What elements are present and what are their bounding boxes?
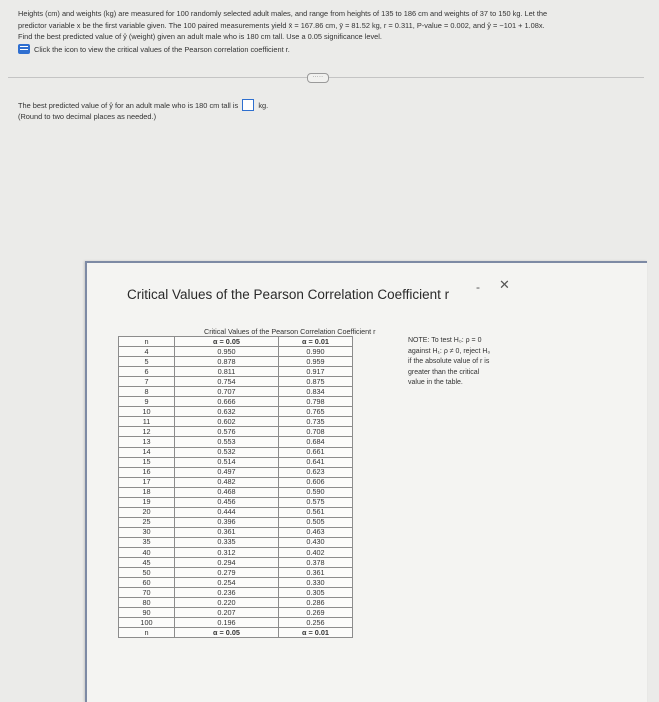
cell-a05: 0.754 (175, 377, 279, 387)
cell-n: 30 (119, 527, 175, 537)
cell-a05: 0.220 (175, 598, 279, 608)
cell-a05: 0.312 (175, 547, 279, 557)
cell-a01: 0.575 (279, 497, 353, 507)
table-row (119, 517, 353, 527)
table-row (119, 447, 353, 457)
cell-a05: 0.482 (175, 477, 279, 487)
cell-n: 50 (119, 568, 175, 578)
table-row (119, 527, 353, 537)
table-row (119, 547, 353, 557)
cell-a05: 0.666 (175, 397, 279, 407)
cell-a01: 0.959 (279, 357, 353, 367)
cell-a05: 0.497 (175, 467, 279, 477)
table-row (119, 397, 353, 407)
cell-a01: 0.361 (279, 568, 353, 578)
cell-a01: 0.561 (279, 507, 353, 517)
table-row (119, 367, 353, 377)
cell-a05: 0.396 (175, 517, 279, 527)
cell-a01: 0.402 (279, 547, 353, 557)
table-row (119, 427, 353, 437)
cell-a05: 0.456 (175, 497, 279, 507)
cell-a05: 0.196 (175, 618, 279, 628)
cell-a01: 0.641 (279, 457, 353, 467)
cell-a01: 0.661 (279, 447, 353, 457)
table-row (119, 477, 353, 487)
close-button[interactable]: ✕ (499, 277, 510, 292)
cell-a01: 0.430 (279, 537, 353, 547)
cell-n: 6 (119, 367, 175, 377)
minimize-button[interactable]: - (476, 280, 480, 294)
cell-a05: 0.878 (175, 357, 279, 367)
cell-a05: 0.279 (175, 568, 279, 578)
cell-a05: 0.361 (175, 527, 279, 537)
cell-a05: 0.811 (175, 367, 279, 377)
header-alpha-005: α = 0.05 (175, 337, 279, 347)
footer-n: n (119, 628, 175, 638)
cell-a05: 0.553 (175, 437, 279, 447)
footer-alpha-005: α = 0.05 (175, 628, 279, 638)
cell-n: 20 (119, 507, 175, 517)
cell-n: 5 (119, 357, 175, 367)
footer-alpha-001: α = 0.01 (279, 628, 353, 638)
critical-values-link[interactable] (18, 44, 648, 56)
table-row (119, 407, 353, 417)
table-row (119, 487, 353, 497)
table-row (119, 467, 353, 477)
cell-a01: 0.684 (279, 437, 353, 447)
table-header-row (119, 337, 353, 347)
cell-a05: 0.207 (175, 608, 279, 618)
table-row (119, 588, 353, 598)
cell-a01: 0.590 (279, 487, 353, 497)
cell-n: 60 (119, 578, 175, 588)
problem-line-2: predictor variable x be the first variable given. The 100 paired measurements yield x̄ = 167.86 cm, ȳ = 81.52 kg, r = 0.311, P-value = 0.002, and ŷ = −101 + 1.08x. (18, 20, 545, 30)
table-row (119, 568, 353, 578)
cell-n: 19 (119, 497, 175, 507)
table-footer-row (119, 628, 353, 638)
table-row (119, 598, 353, 608)
table-row (119, 377, 353, 387)
cell-a05: 0.632 (175, 407, 279, 417)
cell-n: 100 (119, 618, 175, 628)
cell-a05: 0.707 (175, 387, 279, 397)
cell-n: 10 (119, 407, 175, 417)
cell-n: 8 (119, 387, 175, 397)
cell-a01: 0.286 (279, 598, 353, 608)
cell-a01: 0.875 (279, 377, 353, 387)
cell-n: 16 (119, 467, 175, 477)
question-prompt: The best predicted value of ŷ for an adult male who is 180 cm tall is (18, 101, 239, 110)
cell-a01: 0.708 (279, 427, 353, 437)
cell-n: 13 (119, 437, 175, 447)
dialog-title: Critical Values of the Pearson Correlation Coefficient r (127, 287, 450, 302)
cell-n: 4 (119, 347, 175, 357)
cell-n: 25 (119, 517, 175, 527)
cell-n: 45 (119, 558, 175, 568)
cell-a01: 0.735 (279, 417, 353, 427)
table-row (119, 457, 353, 467)
cell-n: 9 (119, 397, 175, 407)
table-caption: Critical Values of the Pearson Correlation Coefficient r (204, 327, 376, 336)
cell-a01: 0.256 (279, 618, 353, 628)
problem-line-3: Find the best predicted value of ŷ (weight) given an adult male who is 180 cm tall. Use a 0.05 significance level. (18, 32, 382, 41)
cell-a05: 0.444 (175, 507, 279, 517)
cell-n: 18 (119, 487, 175, 497)
cell-n: 12 (119, 427, 175, 437)
cell-a05: 0.254 (175, 578, 279, 588)
cell-a01: 0.606 (279, 477, 353, 487)
question (18, 99, 268, 122)
cell-a01: 0.623 (279, 467, 353, 477)
cell-a05: 0.576 (175, 427, 279, 437)
hypothesis-note: NOTE: To test H₀: ρ = 0 against H₁: ρ ≠ 0, reject H₀ if the absolute value of r is greater than the critical value in the table. (408, 337, 491, 386)
cell-a05: 0.602 (175, 417, 279, 427)
table-row (119, 347, 353, 357)
cell-n: 80 (119, 598, 175, 608)
table-row (119, 608, 353, 618)
table-row (119, 357, 353, 367)
cell-a01: 0.765 (279, 407, 353, 417)
header-n: n (119, 337, 175, 347)
table-row (119, 618, 353, 628)
cell-n: 15 (119, 457, 175, 467)
cell-a01: 0.330 (279, 578, 353, 588)
critical-values-dialog (85, 261, 647, 702)
cell-a05: 0.950 (175, 347, 279, 357)
cell-n: 14 (119, 447, 175, 457)
problem-line-1: Heights (cm) and weights (kg) are measured for 100 randomly selected adult males, and range from heights of 135 to 186 cm and weights of 37 to 150 kg. Let the (18, 9, 548, 18)
answer-unit: kg. (258, 101, 269, 110)
cell-n: 90 (119, 608, 175, 618)
cell-a01: 0.834 (279, 387, 353, 397)
problem-statement (18, 8, 648, 55)
cell-a05: 0.294 (175, 558, 279, 568)
table-row (119, 578, 353, 588)
table-row (119, 507, 353, 517)
critical-values-link-text[interactable]: Click the icon to view the critical values of the Pearson correlation coefficient r. (34, 44, 290, 54)
cell-n: 40 (119, 547, 175, 557)
cell-a01: 0.305 (279, 588, 353, 598)
table-row (119, 497, 353, 507)
cell-a05: 0.236 (175, 588, 279, 598)
header-alpha-001: α = 0.01 (279, 337, 353, 347)
cell-n: 35 (119, 537, 175, 547)
cell-a01: 0.990 (279, 347, 353, 357)
book-icon[interactable] (18, 44, 30, 54)
table-row (119, 437, 353, 447)
cell-a01: 0.378 (279, 558, 353, 568)
cell-a05: 0.532 (175, 447, 279, 457)
cell-a05: 0.468 (175, 487, 279, 497)
cell-a01: 0.505 (279, 517, 353, 527)
cell-a05: 0.335 (175, 537, 279, 547)
expand-button[interactable]: ····· (307, 73, 329, 83)
cell-a01: 0.463 (279, 527, 353, 537)
table-row (119, 417, 353, 427)
cell-n: 11 (119, 417, 175, 427)
table-row (119, 558, 353, 568)
table-row (119, 387, 353, 397)
critical-values-table (118, 336, 353, 638)
answer-input[interactable] (242, 99, 254, 111)
cell-a05: 0.514 (175, 457, 279, 467)
rounding-hint: (Round to two decimal places as needed.) (18, 112, 157, 121)
cell-a01: 0.269 (279, 608, 353, 618)
cell-n: 70 (119, 588, 175, 598)
cell-n: 17 (119, 477, 175, 487)
cell-n: 7 (119, 377, 175, 387)
table-row (119, 537, 353, 547)
cell-a01: 0.917 (279, 367, 353, 377)
cell-a01: 0.798 (279, 397, 353, 407)
